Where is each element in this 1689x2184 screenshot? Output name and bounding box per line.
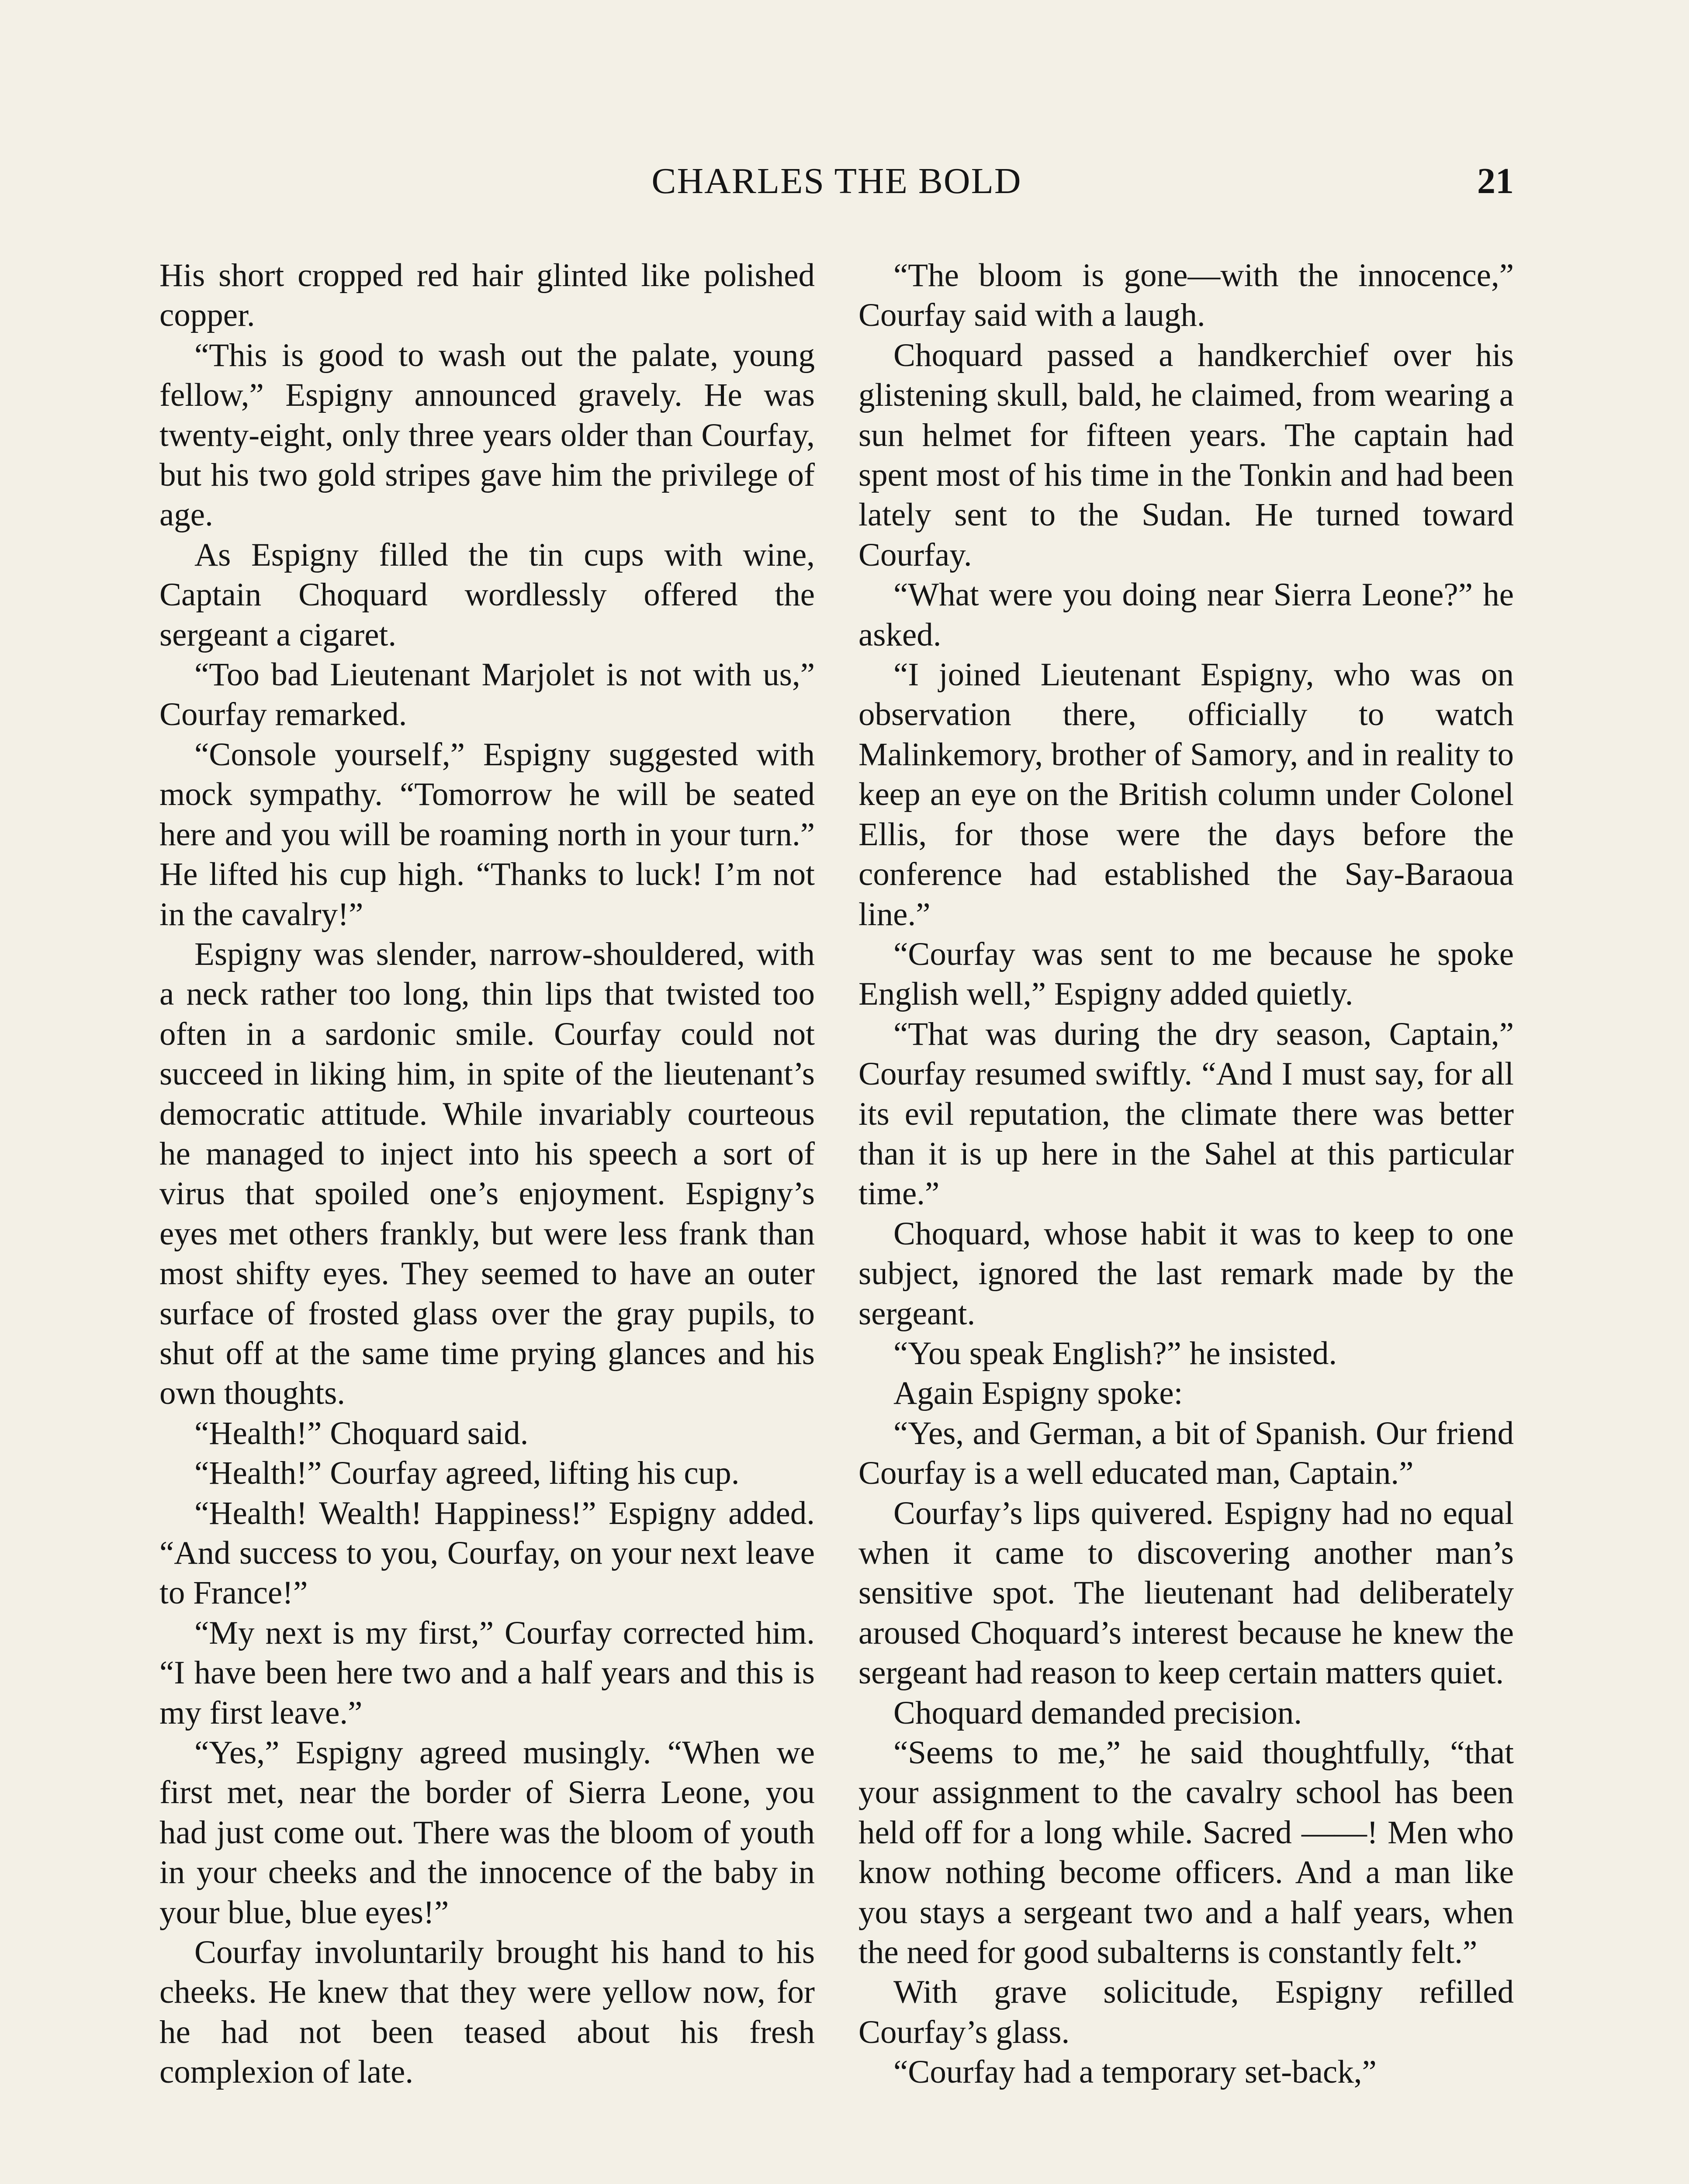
paragraph: As Espigny filled the tin cups with wine, Captain Choquard wordlessly offered the sergeant a cigaret. [159, 536, 815, 653]
paragraph: “This is good to wash out the palate, young fellow,” Espigny announced gravely. He was twenty-eight, only three years older than Courfay, but his two gold stripes gave him the privilege of age. [159, 337, 815, 533]
paragraph: Again Espigny spoke: [893, 1375, 1183, 1412]
running-head [159, 157, 1514, 205]
paragraph: “That was during the dry season, Captain,” Courfay resumed swiftly. “And I must say, for all its evil reputation, the climate there was better than it is up here in the Sahel at this particular time.” [858, 1016, 1514, 1212]
paragraph: “Health!” Courfay agreed, lifting his cup. [194, 1455, 740, 1492]
left-column [159, 256, 815, 2092]
paragraph: “The bloom is gone—with the innocence,” Courfay said with a laugh. [858, 257, 1514, 334]
paragraph: “Yes,” Espigny agreed musingly. “When we first met, near the border of Sierra Leone, you had just come out. There was the bloom of youth in your cheeks and the innocence of the baby in your blue, blue eyes!” [159, 1735, 815, 1931]
right-column [858, 256, 1514, 2092]
paragraph: “Courfay was sent to me because he spoke English well,” Espigny added quietly. [858, 936, 1514, 1013]
paragraph: Choquard passed a handkerchief over his glistening skull, bald, he claimed, from wearing a sun helmet for fifteen years. The captain had spent most of his time in the Tonkin and had been lately sent to the Sudan. He turned toward Courfay. [858, 337, 1514, 573]
paragraph: “Too bad Lieutenant Marjolet is not with us,” Courfay remarked. [159, 657, 815, 733]
paragraph: “Health! Wealth! Happiness!” Espigny added. “And success to you, Courfay, on your next leave to France!” [159, 1495, 815, 1611]
paragraph: “Health!” Choquard said. [194, 1415, 529, 1451]
paragraph: “You speak English?” he insisted. [893, 1335, 1337, 1372]
paragraph: Courfay’s lips quivered. Espigny had no equal when it came to discovering another man’s sensitive spot. The lieutenant had deliberately aroused Choquard’s interest because he knew the sergeant had reason to keep certain matters quiet. [858, 1495, 1514, 1691]
paragraph: His short cropped red hair glinted like polished copper. [159, 257, 815, 334]
paragraph: “I joined Lieutenant Espigny, who was on observation there, officially to watch Malinkemory, brother of Samory, and in reality to keep an eye on the British column under Colonel Ellis, for those were the days before the conference had established the Say-Baraoua line.” [858, 657, 1514, 933]
paragraph: With grave solicitude, Espigny refilled Courfay’s glass. [858, 1974, 1514, 2050]
running-title: CHARLES THE BOLD [651, 161, 1022, 201]
paragraph: Choquard, whose habit it was to keep to one subject, ignored the last remark made by the sergeant. [858, 1215, 1514, 1332]
paragraph: “Courfay had a temporary set-back,” [893, 2054, 1377, 2091]
paragraph: Espigny was slender, narrow-shouldered, with a neck rather too long, thin lips that twisted too often in a sardonic smile. Courfay could not succeed in liking him, in spite of the lieutenant’s democratic attitude. While invariably courteous he managed to inject into his speech a sort of virus that spoiled one’s enjoyment. Espigny’s eyes met others frankly, but were less frank than most shifty eyes. They seemed to have an outer surface of frosted glass over the gray pupils, to shut off at the same time prying glances and his own thoughts. [159, 936, 815, 1412]
paragraph: “Seems to me,” he said thoughtfully, “that your assignment to the cavalry school has been held off for a long while. Sacred ——! Men who know nothing become officers. And a man like you stays a sergeant two and a half years, when the need for good subalterns is constantly felt.” [858, 1735, 1514, 1971]
paragraph: “Yes, and German, a bit of Spanish. Our friend Courfay is a well educated man, Captain.” [858, 1415, 1514, 1492]
paragraph: “What were you doing near Sierra Leone?” he asked. [858, 577, 1514, 653]
paragraph: “My next is my first,” Courfay corrected him. “I have been here two and a half years and this is my first leave.” [159, 1614, 815, 1731]
paragraph: “Console yourself,” Espigny suggested with mock sympathy. “Tomorrow he will be seated here and you will be roaming north in your turn.” He lifted his cup high. “Thanks to luck! I’m not in the cavalry!” [159, 736, 815, 933]
paragraph: Choquard demanded precision. [893, 1694, 1302, 1731]
paragraph: Courfay involuntarily brought his hand to his cheeks. He knew that they were yellow now, for he had not been teased about his fresh complexion of late. [159, 1934, 815, 2091]
page-number: 21 [1477, 161, 1514, 201]
